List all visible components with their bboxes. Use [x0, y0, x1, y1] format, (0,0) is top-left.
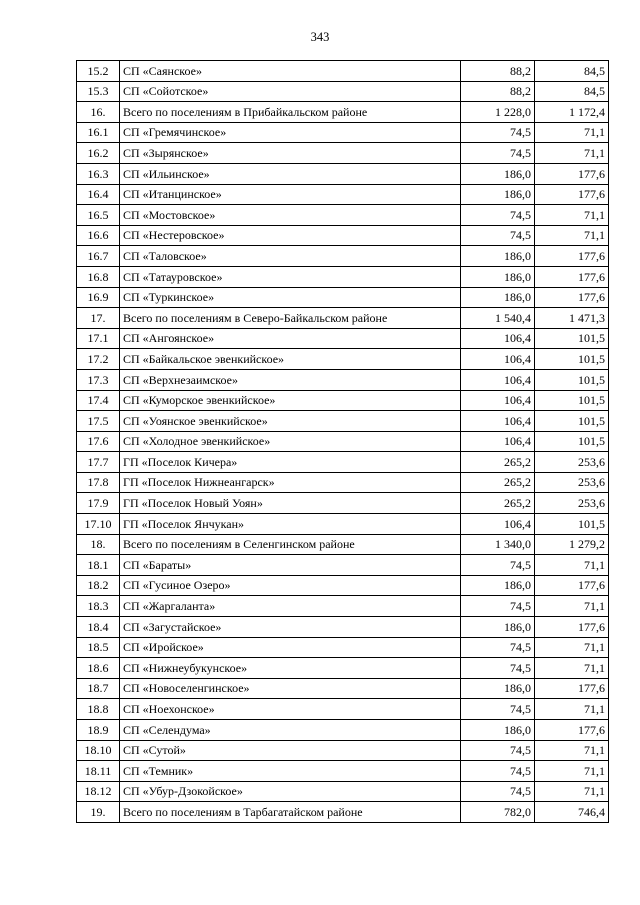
settlement-name-cell: Всего по поселениям в Северо-Байкальском районе	[120, 308, 461, 329]
value-2-cell: 1 172,4	[535, 102, 609, 123]
value-2-cell: 177,6	[535, 617, 609, 638]
settlement-name-cell: ГП «Поселок Нижнеангарск»	[120, 472, 461, 493]
table-row	[77, 225, 609, 246]
value-1-cell: 106,4	[461, 514, 535, 535]
value-1-cell: 74,5	[461, 637, 535, 658]
settlement-name-cell: Всего по поселениям в Прибайкальском районе	[120, 102, 461, 123]
settlement-name-cell: СП «Ильинское»	[120, 163, 461, 184]
value-2-cell: 177,6	[535, 720, 609, 741]
table-row	[77, 678, 609, 699]
row-number-cell: 18.12	[77, 781, 120, 802]
settlement-name-cell: ГП «Поселок Кичера»	[120, 452, 461, 473]
row-number-cell: 16.5	[77, 205, 120, 226]
row-number-cell: 16.	[77, 102, 120, 123]
value-1-cell: 1 340,0	[461, 534, 535, 555]
value-1-cell: 74,5	[461, 658, 535, 679]
row-number-cell: 18.2	[77, 575, 120, 596]
table-row	[77, 328, 609, 349]
value-2-cell: 71,1	[535, 781, 609, 802]
value-2-cell: 71,1	[535, 761, 609, 782]
row-number-cell: 18.	[77, 534, 120, 555]
value-2-cell: 71,1	[535, 122, 609, 143]
row-number-cell: 16.7	[77, 246, 120, 267]
value-1-cell: 106,4	[461, 328, 535, 349]
value-1-cell: 106,4	[461, 369, 535, 390]
value-2-cell: 177,6	[535, 678, 609, 699]
value-2-cell: 1 279,2	[535, 534, 609, 555]
value-2-cell: 253,6	[535, 452, 609, 473]
value-1-cell: 186,0	[461, 617, 535, 638]
value-1-cell: 186,0	[461, 266, 535, 287]
settlement-name-cell: СП «Татауровское»	[120, 266, 461, 287]
value-1-cell: 265,2	[461, 472, 535, 493]
row-number-cell: 17.5	[77, 411, 120, 432]
row-number-cell: 18.9	[77, 720, 120, 741]
value-2-cell: 101,5	[535, 514, 609, 535]
table-row	[77, 658, 609, 679]
value-1-cell: 74,5	[461, 225, 535, 246]
value-2-cell: 101,5	[535, 328, 609, 349]
value-2-cell: 71,1	[535, 740, 609, 761]
table-body	[77, 61, 609, 823]
value-1-cell: 106,4	[461, 411, 535, 432]
value-2-cell: 84,5	[535, 61, 609, 82]
table-row	[77, 555, 609, 576]
settlement-name-cell: ГП «Поселок Янчукан»	[120, 514, 461, 535]
table-row	[77, 761, 609, 782]
row-number-cell: 15.2	[77, 61, 120, 82]
settlement-name-cell: СП «Ноехонское»	[120, 699, 461, 720]
value-1-cell: 186,0	[461, 163, 535, 184]
settlement-name-cell: СП «Иройское»	[120, 637, 461, 658]
settlement-name-cell: СП «Уоянское эвенкийское»	[120, 411, 461, 432]
settlement-name-cell: СП «Селендума»	[120, 720, 461, 741]
value-2-cell: 71,1	[535, 225, 609, 246]
value-2-cell: 101,5	[535, 390, 609, 411]
table-row	[77, 246, 609, 267]
table-row	[77, 308, 609, 329]
row-number-cell: 16.6	[77, 225, 120, 246]
settlement-name-cell: СП «Таловское»	[120, 246, 461, 267]
value-1-cell: 265,2	[461, 493, 535, 514]
row-number-cell: 17.	[77, 308, 120, 329]
value-1-cell: 88,2	[461, 81, 535, 102]
settlement-name-cell: СП «Сутой»	[120, 740, 461, 761]
value-1-cell: 74,5	[461, 699, 535, 720]
value-2-cell: 84,5	[535, 81, 609, 102]
table-row	[77, 637, 609, 658]
row-number-cell: 16.1	[77, 122, 120, 143]
value-1-cell: 186,0	[461, 184, 535, 205]
table-row	[77, 122, 609, 143]
settlement-name-cell: СП «Мостовское»	[120, 205, 461, 226]
value-2-cell: 1 471,3	[535, 308, 609, 329]
value-1-cell: 74,5	[461, 143, 535, 164]
page-number: 343	[310, 30, 330, 44]
value-2-cell: 253,6	[535, 493, 609, 514]
settlement-name-cell: СП «Темник»	[120, 761, 461, 782]
table-row	[77, 534, 609, 555]
value-1-cell: 186,0	[461, 575, 535, 596]
row-number-cell: 18.7	[77, 678, 120, 699]
row-number-cell: 18.6	[77, 658, 120, 679]
settlement-name-cell: СП «Нестеровское»	[120, 225, 461, 246]
value-1-cell: 74,5	[461, 205, 535, 226]
row-number-cell: 18.10	[77, 740, 120, 761]
table-row	[77, 102, 609, 123]
table-row	[77, 143, 609, 164]
settlement-name-cell: СП «Нижнеубукунское»	[120, 658, 461, 679]
value-1-cell: 186,0	[461, 246, 535, 267]
settlements-table	[76, 60, 609, 823]
value-1-cell: 106,4	[461, 431, 535, 452]
table-row	[77, 184, 609, 205]
table-row	[77, 205, 609, 226]
table-row	[77, 596, 609, 617]
row-number-cell: 18.4	[77, 617, 120, 638]
table-row	[77, 163, 609, 184]
value-2-cell: 101,5	[535, 349, 609, 370]
table-row	[77, 575, 609, 596]
row-number-cell: 16.9	[77, 287, 120, 308]
row-number-cell: 17.8	[77, 472, 120, 493]
value-2-cell: 71,1	[535, 205, 609, 226]
value-1-cell: 1 540,4	[461, 308, 535, 329]
value-1-cell: 74,5	[461, 781, 535, 802]
row-number-cell: 16.3	[77, 163, 120, 184]
table-row	[77, 514, 609, 535]
settlement-name-cell: СП «Куморское эвенкийское»	[120, 390, 461, 411]
table-row	[77, 411, 609, 432]
settlement-name-cell: ГП «Поселок Новый Уоян»	[120, 493, 461, 514]
value-2-cell: 101,5	[535, 411, 609, 432]
row-number-cell: 17.9	[77, 493, 120, 514]
value-2-cell: 71,1	[535, 699, 609, 720]
settlement-name-cell: СП «Ангоянское»	[120, 328, 461, 349]
table-row	[77, 266, 609, 287]
value-1-cell: 74,5	[461, 596, 535, 617]
settlement-name-cell: СП «Зырянское»	[120, 143, 461, 164]
table-row	[77, 781, 609, 802]
value-1-cell: 186,0	[461, 287, 535, 308]
row-number-cell: 17.3	[77, 369, 120, 390]
value-2-cell: 71,1	[535, 658, 609, 679]
value-2-cell: 101,5	[535, 431, 609, 452]
row-number-cell: 18.3	[77, 596, 120, 617]
row-number-cell: 17.7	[77, 452, 120, 473]
value-2-cell: 177,6	[535, 266, 609, 287]
settlement-name-cell: СП «Новоселенгинское»	[120, 678, 461, 699]
value-2-cell: 101,5	[535, 369, 609, 390]
value-2-cell: 177,6	[535, 184, 609, 205]
value-1-cell: 1 228,0	[461, 102, 535, 123]
value-2-cell: 71,1	[535, 596, 609, 617]
settlement-name-cell: СП «Туркинское»	[120, 287, 461, 308]
value-1-cell: 782,0	[461, 802, 535, 823]
settlement-name-cell: Всего по поселениям в Тарбагатайском районе	[120, 802, 461, 823]
value-1-cell: 74,5	[461, 555, 535, 576]
table-row	[77, 699, 609, 720]
settlement-name-cell: СП «Байкальское эвенкийское»	[120, 349, 461, 370]
value-2-cell: 177,6	[535, 246, 609, 267]
settlement-name-cell: СП «Гремячинское»	[120, 122, 461, 143]
settlement-name-cell: СП «Гусиное Озеро»	[120, 575, 461, 596]
settlement-name-cell: СП «Жаргаланта»	[120, 596, 461, 617]
table-row	[77, 390, 609, 411]
row-number-cell: 18.1	[77, 555, 120, 576]
row-number-cell: 17.1	[77, 328, 120, 349]
table-row	[77, 493, 609, 514]
settlement-name-cell: Всего по поселениям в Селенгинском районе	[120, 534, 461, 555]
settlement-name-cell: СП «Сойотское»	[120, 81, 461, 102]
row-number-cell: 17.6	[77, 431, 120, 452]
row-number-cell: 17.10	[77, 514, 120, 535]
row-number-cell: 16.8	[77, 266, 120, 287]
row-number-cell: 18.8	[77, 699, 120, 720]
settlement-name-cell: СП «Загустайское»	[120, 617, 461, 638]
value-1-cell: 186,0	[461, 720, 535, 741]
table-row	[77, 81, 609, 102]
table-row	[77, 431, 609, 452]
value-1-cell: 186,0	[461, 678, 535, 699]
value-1-cell: 74,5	[461, 740, 535, 761]
value-1-cell: 74,5	[461, 122, 535, 143]
row-number-cell: 16.2	[77, 143, 120, 164]
table-row	[77, 617, 609, 638]
settlement-name-cell: СП «Убур-Дзокойское»	[120, 781, 461, 802]
row-number-cell: 17.2	[77, 349, 120, 370]
table-row	[77, 452, 609, 473]
table-row	[77, 720, 609, 741]
value-1-cell: 106,4	[461, 390, 535, 411]
value-1-cell: 88,2	[461, 61, 535, 82]
settlement-name-cell: СП «Бараты»	[120, 555, 461, 576]
value-2-cell: 746,4	[535, 802, 609, 823]
table-row	[77, 61, 609, 82]
value-2-cell: 253,6	[535, 472, 609, 493]
value-1-cell: 74,5	[461, 761, 535, 782]
row-number-cell: 19.	[77, 802, 120, 823]
row-number-cell: 15.3	[77, 81, 120, 102]
settlement-name-cell: СП «Итанцинское»	[120, 184, 461, 205]
settlement-name-cell: СП «Верхнезаимское»	[120, 369, 461, 390]
row-number-cell: 18.11	[77, 761, 120, 782]
table-row	[77, 287, 609, 308]
table-row	[77, 369, 609, 390]
value-2-cell: 71,1	[535, 555, 609, 576]
value-2-cell: 177,6	[535, 163, 609, 184]
settlement-name-cell: СП «Холодное эвенкийское»	[120, 431, 461, 452]
row-number-cell: 17.4	[77, 390, 120, 411]
table-row	[77, 802, 609, 823]
row-number-cell: 16.4	[77, 184, 120, 205]
value-2-cell: 177,6	[535, 287, 609, 308]
settlement-name-cell: СП «Саянское»	[120, 61, 461, 82]
table-row	[77, 472, 609, 493]
row-number-cell: 18.5	[77, 637, 120, 658]
value-1-cell: 265,2	[461, 452, 535, 473]
value-2-cell: 71,1	[535, 143, 609, 164]
table-row	[77, 740, 609, 761]
value-2-cell: 177,6	[535, 575, 609, 596]
value-1-cell: 106,4	[461, 349, 535, 370]
table-row	[77, 349, 609, 370]
value-2-cell: 71,1	[535, 637, 609, 658]
